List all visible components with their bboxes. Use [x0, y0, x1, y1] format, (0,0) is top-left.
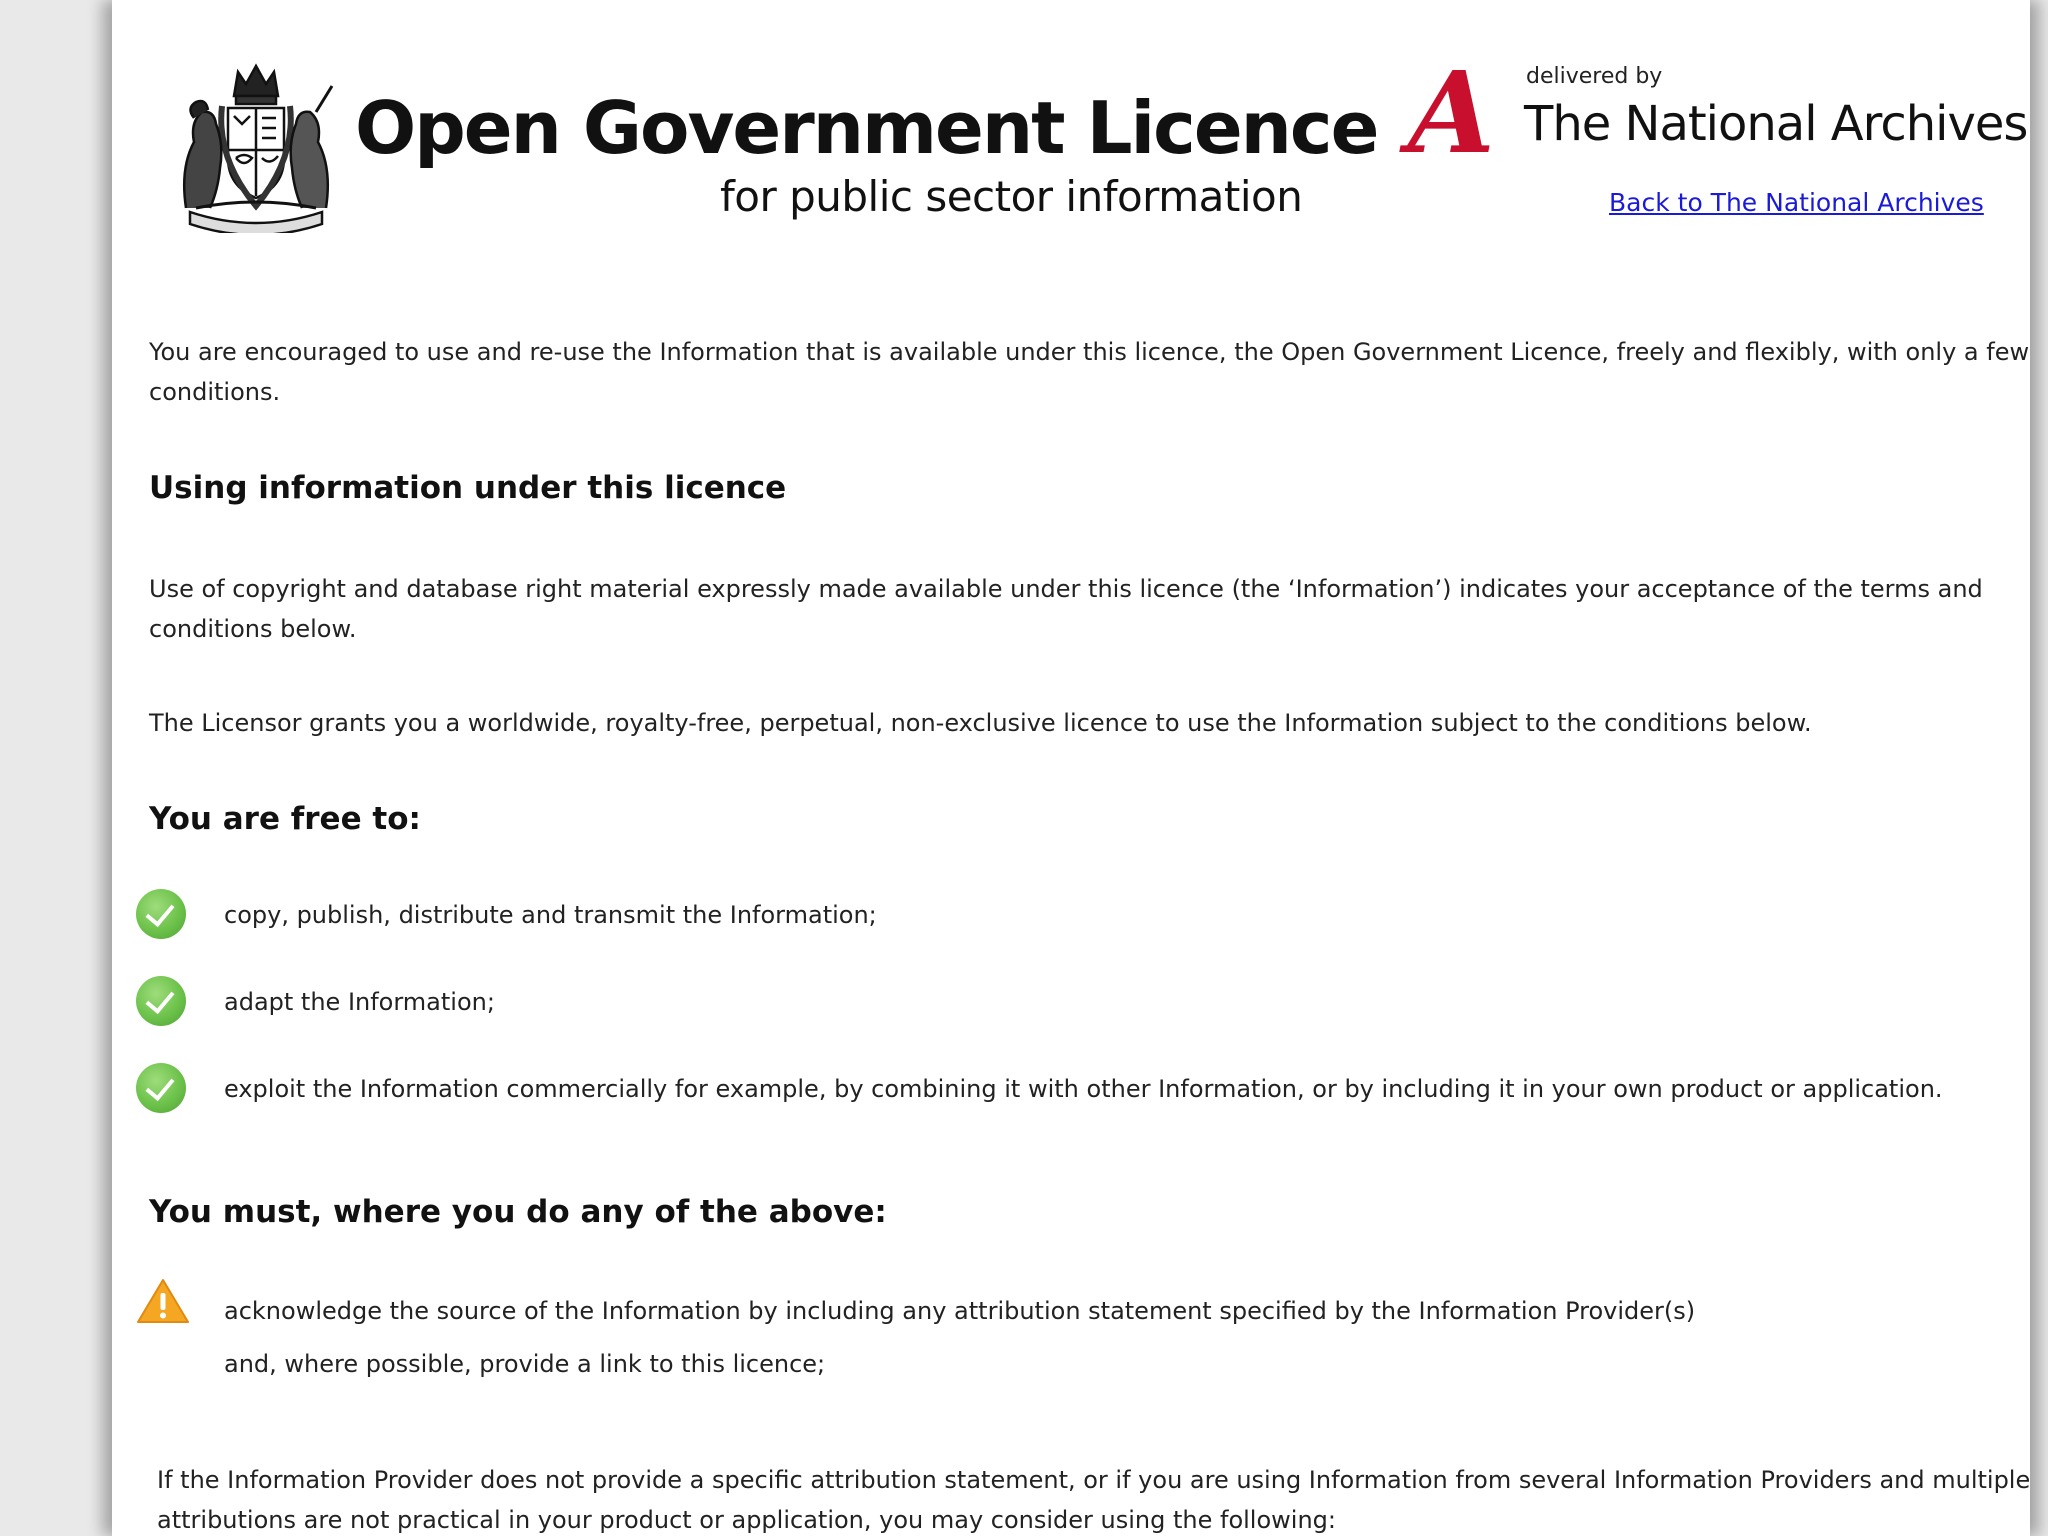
licence-title: Open Government Licence — [355, 86, 1378, 170]
list-item-text: exploit the Information commercially for example, by combining it with other Information, or by including it in your own product or application. — [224, 1075, 1943, 1103]
free-to-heading: You are free to: — [149, 801, 421, 837]
national-archives-logo-icon: A — [1408, 48, 1495, 179]
usage-terms-paragraph: Use of copyright and database right material expressly made available under this licence (the ‘Information’) indicates your acceptance of the terms and conditions below. — [149, 575, 1983, 643]
licence-page — [112, 0, 2030, 1536]
national-archives-name: The National Archives — [1524, 96, 2028, 152]
green-check-icon — [136, 889, 186, 939]
must-heading: You must, where you do any of the above: — [149, 1194, 887, 1230]
attribution-paragraph: If the Information Provider does not provide a specific attribution statement, or if you are using Information from several Information Providers and multiple attributions are not practical in your product or application, you may consider using the following: — [157, 1466, 2030, 1534]
intro-paragraph: You are encouraged to use and re-use the Information that is available under this licence, the Open Government Licence, freely and flexibly, with only a few conditions. — [149, 338, 2030, 406]
green-check-icon — [136, 1063, 186, 1113]
delivered-by-label: delivered by — [1526, 64, 1663, 89]
list-item-text: adapt the Information; — [224, 988, 495, 1016]
list-item-text: acknowledge the source of the Information by including any attribution statement specified by the Information Provider(s) and, where possible, provide a link to this licence; — [224, 1297, 1696, 1378]
list-item-text: copy, publish, distribute and transmit the Information; — [224, 901, 877, 929]
green-check-icon — [136, 976, 186, 1026]
royal-coat-of-arms-logo — [176, 58, 336, 233]
warning-triangle-icon — [136, 1277, 190, 1325]
using-information-heading: Using information under this licence — [149, 470, 787, 506]
licensor-grant-paragraph: The Licensor grants you a worldwide, royalty-free, perpetual, non-exclusive licence to use the Information subject to the conditions below. — [149, 709, 1812, 737]
licence-subtitle: for public sector information — [720, 172, 1303, 221]
back-to-national-archives-link[interactable]: Back to The National Archives — [1609, 188, 1984, 217]
